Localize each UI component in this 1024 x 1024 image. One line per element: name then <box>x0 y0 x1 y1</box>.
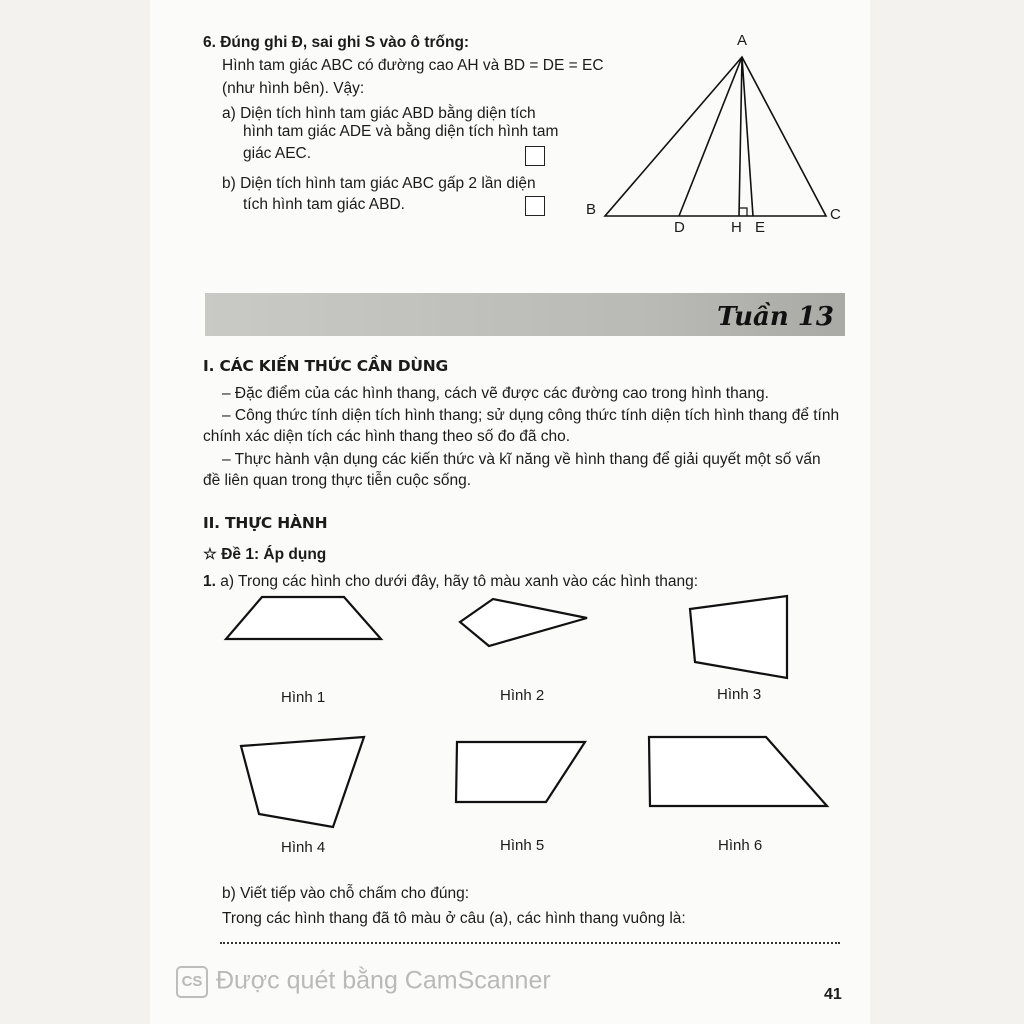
problem6-b-line2: tích hình tam giác ABD. <box>243 196 405 213</box>
problem6-a-line1: a) Diện tích hình tam giác ABD bằng diện tích <box>222 105 536 122</box>
camscanner-text: Được quét bằng CamScanner <box>216 966 551 995</box>
camscanner-icon: CS <box>176 966 208 998</box>
caption-hinh-6: Hình 6 <box>718 837 763 854</box>
section1-point3-line1: – Thực hành vận dụng các kiến thức và kĩ năng về hình thang để giải quyết một số vấn <box>222 451 821 468</box>
problem6-b-line1: b) Diện tích hình tam giác ABC gấp 2 lần diện <box>222 175 536 192</box>
shape-6-right-trapezoid[interactable] <box>649 737 827 806</box>
label-c: C <box>830 206 841 223</box>
shape-5-right-trapezoid[interactable] <box>456 742 585 802</box>
problem6-a-line3: giác AEC. <box>243 145 312 162</box>
section1-point2-line2: chính xác diện tích các hình thang theo số đo đã cho. <box>203 428 571 445</box>
camscanner-watermark <box>176 966 551 998</box>
question1a: 1. a) Trong các hình cho dưới đây, hãy tô màu xanh vào các hình thang: <box>203 573 699 590</box>
caption-hinh-1: Hình 1 <box>281 689 326 706</box>
label-a: A <box>737 32 748 49</box>
shape-4-quadrilateral[interactable] <box>241 737 364 827</box>
shape-2-kite[interactable] <box>460 599 587 646</box>
label-d: D <box>674 219 685 236</box>
problem6-line1: Hình tam giác ABC có đường cao AH và BD = DE = EC <box>222 57 604 74</box>
section1-point3-line2: đề liên quan trong thực tiễn cuộc sống. <box>203 472 472 489</box>
section1-point2-line1: – Công thức tính diện tích hình thang; sử dụng công thức tính diện tích hình thang để tính <box>222 407 840 424</box>
problem6-heading: 6. Đúng ghi Đ, sai ghi S vào ô trống: <box>203 34 470 51</box>
section1-title: I. CÁC KIẾN THỨC CẦN DÙNG <box>203 357 449 375</box>
label-b: B <box>586 201 597 218</box>
problem6-line2: (như hình bên). Vậy: <box>222 80 365 97</box>
shape-1-trapezoid[interactable] <box>226 597 381 639</box>
label-h: H <box>731 219 742 236</box>
exercise-set-title: ☆ Đề 1: Áp dụng <box>203 546 327 563</box>
problem6-a-line2: hình tam giác ADE và bằng diện tích hình tam <box>243 123 559 140</box>
label-e: E <box>755 219 766 236</box>
section2-title: II. THỰC HÀNH <box>203 514 328 532</box>
answer-dotted-line[interactable] <box>220 942 840 944</box>
caption-hinh-4: Hình 4 <box>281 839 326 856</box>
section1-point1: – Đặc điểm của các hình thang, cách vẽ được các đường cao trong hình thang. <box>222 385 769 402</box>
question1b: b) Viết tiếp vào chỗ chấm cho đúng: <box>222 885 470 902</box>
page-number: 41 <box>824 986 842 1003</box>
shape-3-trapezoid[interactable] <box>690 596 787 678</box>
question1b-prompt: Trong các hình thang đã tô màu ở câu (a), các hình thang vuông là: <box>222 910 686 927</box>
week-title: Tuần 13 <box>717 302 834 332</box>
caption-hinh-2: Hình 2 <box>500 687 545 704</box>
caption-hinh-5: Hình 5 <box>500 837 545 854</box>
caption-hinh-3: Hình 3 <box>717 686 762 703</box>
